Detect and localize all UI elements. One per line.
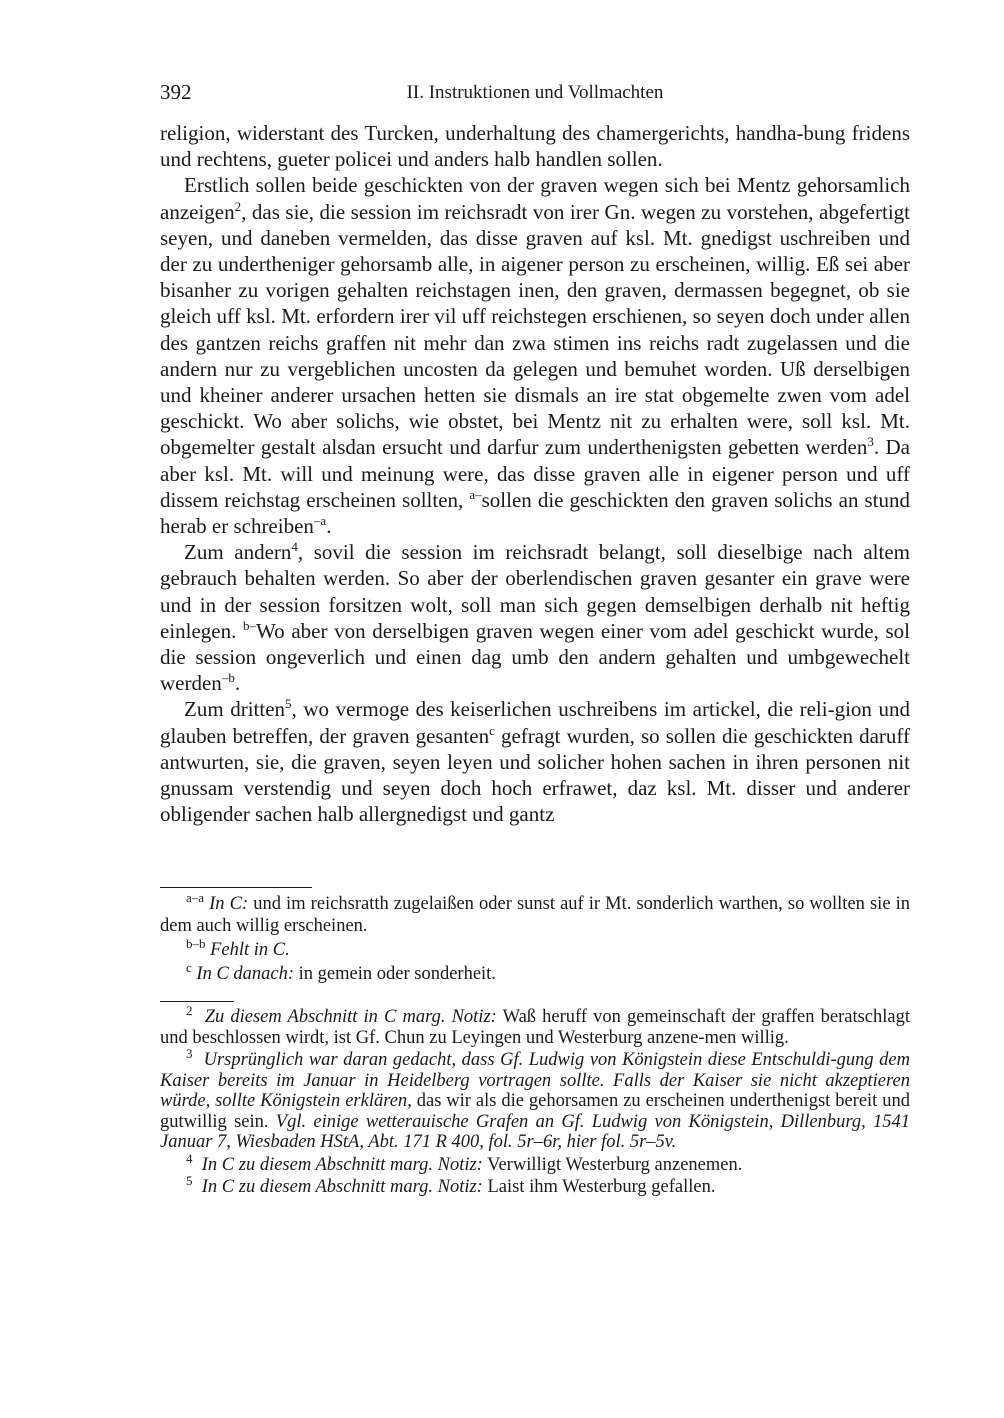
footnote-5-number: 5 [186,1172,193,1188]
footnote-3-italic-b: Vgl. einige wetterauische Grafen an Gf. Ludwig von Königstein, Dillenburg, 1541 Januar 7, Wiesbaden HStA, Abt. 171 R 400, fol. 5r–6r, hier fol. 5r–5v. [160,1111,910,1152]
critical-note-b-mark: b–b [186,935,206,951]
footnote-ref-4: 4 [291,539,298,555]
footnotes [160,1002,910,1200]
paragraph-1 [160,120,910,172]
paragraph-3-text-c: Wo aber von derselbigen graven wegen einer vom adel geschickt wurde, sol die session ongeverlich und einen dag umb den andern gehalten und umbgewechelt werden [160,618,910,696]
footnote-5 [160,1172,910,1198]
critical-mark-b-open: b– [243,617,257,633]
footnote-3 [160,1045,910,1153]
critical-note-c-label: In C danach: [196,964,295,984]
paragraph-4 [160,696,910,827]
paragraph-2-text-c: . Da aber ksl. Mt. will und meinung were, das disse graven alle in eigener person und uff dissem reichstag erscheinen sollten, [160,435,910,512]
footnote-2-number: 2 [186,1002,193,1018]
critical-note-c [160,959,910,985]
footnote-5-text: Laist ihm Westerburg gefallen. [482,1177,716,1197]
critical-note-b [160,935,910,961]
page-number: 392 [160,80,192,104]
paragraph-2-text-b: , das sie, die session im reichsradt von irer Gn. wegen zu vorstehen, abgefertigt seyen, und daneben vermelden, das disse graven auf ksl. Mt. gnedigst uschreiben und der zu undertheniger gehorsamb alle, in aigener person zu erscheinen, willig. Eß sei aber bisanher zu vorigen gehalten reichstagen inen, den graven, dermassen begegnet, ob sie gleich uff ksl. Mt. erfordern irer vil uff reichstegen erschienen, so seyen doch under allen des gantzen reichs graffen nit mehr dan zwa stimen ins reichs radt zugelassen und die andern nur zu vergeblichen uncosten da gelegen und bemuhet worden. Uß derselbigen und kheiner anderer ursachen hetten sie dismals an ire stat obgemelte zwen vom adel geschickt. Wo aber solichs, wie obstet, bei Mentz nit zu erhalten were, soll ksl. Mt. obgemelter gestalt alsdan ersucht und darfur zum underthenigsten gebetten werden [160,199,910,460]
footnote-ref-2: 2 [234,198,242,214]
critical-notes-divider [160,887,312,888]
paragraph-2-text-e: . [326,514,332,539]
paragraph-3-text-b: , sovil die session im reichsradt belangt, soll dieselbige nach altem gebrauch behalten werden. So aber der oberlendischen graven gesanter ein grave were und in der session forsitzen wolt, soll man sich gegen demselbigen derhalb nit heftig einlegen. [160,540,910,643]
footnote-4 [160,1150,910,1176]
paragraph-4-text-a: Zum dritten [184,697,286,722]
footnote-3-number: 3 [186,1045,193,1061]
footnote-2-label: Zu diesem Abschnitt in C marg. Notiz: [204,1007,497,1027]
critical-mark-a-close: –a [313,513,327,529]
critical-mark-c: c [489,722,495,738]
footnote-4-number: 4 [186,1150,193,1166]
critical-note-c-text: in gemein oder sonderheit. [294,964,496,984]
critical-mark-b-close: –b [221,670,235,686]
critical-note-c-mark: c [186,959,192,975]
footnote-5-label: In C zu diesem Abschnitt marg. Notiz: [201,1177,483,1197]
critical-note-a-mark: a–a [186,889,205,905]
footnotes-divider [160,1001,234,1002]
footnote-3-text: , das wir als die gehorsamen zu erscheinen underthenigst bereit und gutwillig sein. [160,1091,910,1132]
footnote-3-italic-a: Ursprünglich war daran gedacht, dass Gf. Ludwig von Königstein diese Entschuldi-gung dem Kaiser bereits im Januar in Heidelberg vortragen sollte. Falls der Kaiser sie nicht akzeptieren würde, sollte Königstein erklären [160,1050,910,1111]
footnote-2 [160,1002,910,1048]
paragraph-1-text: religion, widerstant des Turcken, underhaltung des chamergerichts, handha-bung fridens und rechtens, gueter policei und anders halb handlen sollen. [160,121,910,172]
paragraph-2-text-a: Erstlich sollen beide geschickten von der graven wegen sich bei Mentz gehorsamlich anzeigen [160,173,910,224]
footnote-ref-5: 5 [285,696,292,712]
footnote-2-text: Waß heruff von gemeinschaft der graffen beratschlagt und beschlossen wirdt, ist Gf. Chun zu Leyingen und Westerburg anzene-men willig. [160,1007,910,1048]
critical-mark-a-open: a– [469,486,482,502]
footnote-4-text: Verwilligt Westerburg anzenemen. [482,1154,743,1175]
critical-note-a-label: In C: [209,894,249,914]
running-title: II. Instruktionen und Vollmachten [406,82,664,103]
critical-apparatus [160,889,911,987]
running-head [160,80,910,106]
footnote-4-label: In C zu diesem Abschnitt marg. Notiz: [201,1154,483,1175]
paragraph-3-text-d: . [234,671,241,696]
critical-note-a [160,889,911,937]
paragraph-3 [160,539,910,696]
paragraph-4-text-b: , wo vermoge des keiserlichen uschreibens im artickel, die reli-gion und glauben betreffen, der graven gesanten [160,697,910,748]
critical-note-b-text: Fehlt in C. [210,940,290,960]
footnote-ref-3: 3 [867,434,874,450]
paragraph-2 [160,172,910,539]
paragraph-2-text-d: sollen die geschickten den graven solichs an stund herab er schreiben [160,487,910,539]
paragraph-3-text-a: Zum andern [184,540,292,565]
critical-note-a-text: und im reichsratth zugelaißen oder sunst auf ir Mt. sonderlich warthen, so wollten sie in dem auch willig erscheinen. [160,894,911,936]
main-text [160,120,910,827]
paragraph-4-text-c: gefragt wurden, so sollen die geschickten daruff antwurten, sie, die graven, seyen leyen und solicher hohen sachen in ihren personen nit gnussam verstendig und seyen doch hoch erfrawet, daz ksl. Mt. disser und anderer obligender sachen halb allergnedigst und gantz [160,723,911,827]
